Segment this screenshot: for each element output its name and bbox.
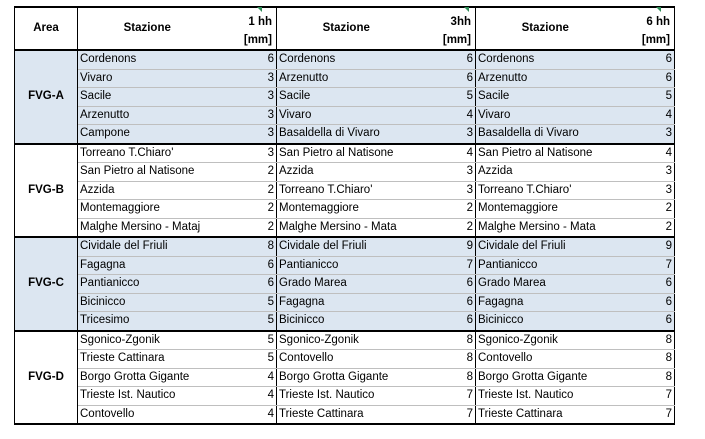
station-name-6h: Pantianicco <box>476 256 615 275</box>
station-name-1h: Sacile <box>78 88 217 107</box>
rainfall-value-6h: 9 <box>615 237 675 256</box>
table-row <box>15 200 675 219</box>
station-name-1h: Sgonico-Zgonik <box>78 331 217 350</box>
rainfall-value-6h: 2 <box>615 200 675 219</box>
rainfall-value-6h: 6 <box>615 293 675 312</box>
station-name-1h: Trieste Cattinara <box>78 350 217 369</box>
rainfall-value-6h: 3 <box>615 181 675 200</box>
rainfall-value-3h: 7 <box>416 256 476 275</box>
station-name-6h: Sacile <box>476 88 615 107</box>
rainfall-value-1h: 6 <box>217 256 277 275</box>
station-name-6h: Trieste Ist. Nautico <box>476 387 615 406</box>
header-3h-unit: [mm] <box>442 33 471 46</box>
table-row <box>15 163 675 182</box>
rainfall-value-1h: 2 <box>217 181 277 200</box>
station-name-6h: Sgonico-Zgonik <box>476 331 615 350</box>
station-name-6h: Cordenons <box>476 50 615 69</box>
rainfall-value-1h: 5 <box>217 293 277 312</box>
rainfall-value-6h: 8 <box>615 350 675 369</box>
rainfall-table <box>14 6 675 425</box>
table-row <box>15 405 675 424</box>
rainfall-value-1h: 3 <box>217 88 277 107</box>
station-name-1h: Cordenons <box>78 50 217 69</box>
header-6h <box>615 7 675 50</box>
table-row <box>15 237 675 256</box>
station-name-1h: Malghe Mersino - Mataj <box>78 218 217 237</box>
header-area: Area <box>15 7 78 50</box>
station-name-3h: Fagagna <box>277 293 416 312</box>
station-name-1h: Contovello <box>78 405 217 424</box>
station-name-6h: Contovello <box>476 350 615 369</box>
rainfall-value-3h: 3 <box>416 181 476 200</box>
station-name-6h: Basaldella di Vivaro <box>476 125 615 144</box>
station-name-6h: Grado Marea <box>476 275 615 294</box>
station-name-3h: San Pietro al Natisone <box>277 144 416 163</box>
rainfall-value-3h: 6 <box>416 69 476 88</box>
header-6h-unit: [mm] <box>641 33 670 46</box>
area-cell: FVG-B <box>15 144 78 238</box>
rainfall-value-3h: 7 <box>416 405 476 424</box>
station-name-3h: Malghe Mersino - Mata <box>277 218 416 237</box>
station-name-3h: Pantianicco <box>277 256 416 275</box>
station-name-3h: Montemaggiore <box>277 200 416 219</box>
rainfall-value-3h: 8 <box>416 368 476 387</box>
station-name-6h: Borgo Grotta Gigante <box>476 368 615 387</box>
rainfall-value-3h: 3 <box>416 163 476 182</box>
rainfall-value-3h: 6 <box>416 50 476 69</box>
station-name-3h: Contovello <box>277 350 416 369</box>
rainfall-value-1h: 5 <box>217 331 277 350</box>
station-name-3h: Vivaro <box>277 106 416 125</box>
table-row <box>15 293 675 312</box>
rainfall-value-6h: 3 <box>615 125 675 144</box>
header-1h <box>217 7 277 50</box>
station-name-1h: Azzida <box>78 181 217 200</box>
rainfall-value-1h: 3 <box>217 69 277 88</box>
station-name-6h: Arzenutto <box>476 69 615 88</box>
rainfall-value-6h: 2 <box>615 218 675 237</box>
rainfall-value-1h: 4 <box>217 368 277 387</box>
station-name-1h: Borgo Grotta Gigante <box>78 368 217 387</box>
header-station-6h: Stazione <box>476 7 615 50</box>
rainfall-value-1h: 4 <box>217 405 277 424</box>
station-name-3h: Trieste Cattinara <box>277 405 416 424</box>
rainfall-value-6h: 7 <box>615 387 675 406</box>
station-name-6h: Torreano T.Chiaro' <box>476 181 615 200</box>
comment-marker <box>656 7 661 12</box>
table-row <box>15 350 675 369</box>
rainfall-value-6h: 4 <box>615 106 675 125</box>
table-row <box>15 106 675 125</box>
area-cell: FVG-D <box>15 331 78 425</box>
station-name-3h: Bicinicco <box>277 312 416 331</box>
header-3h-label: 3hh <box>450 16 471 28</box>
area-cell: FVG-A <box>15 50 78 144</box>
header-station-3h: Stazione <box>277 7 416 50</box>
header-1h-unit: [mm] <box>243 33 272 46</box>
station-name-1h: Cividale del Friuli <box>78 237 217 256</box>
header-row <box>15 7 675 50</box>
station-name-3h: Sacile <box>277 88 416 107</box>
rainfall-value-6h: 7 <box>615 256 675 275</box>
table-row <box>15 387 675 406</box>
comment-marker <box>257 7 262 12</box>
table-row <box>15 368 675 387</box>
table-row <box>15 144 675 163</box>
rainfall-value-1h: 3 <box>217 106 277 125</box>
header-3h <box>416 7 476 50</box>
comment-marker <box>464 7 469 12</box>
rainfall-value-1h: 8 <box>217 237 277 256</box>
table-row <box>15 256 675 275</box>
table-row <box>15 312 675 331</box>
rainfall-value-6h: 8 <box>615 331 675 350</box>
rainfall-value-1h: 5 <box>217 350 277 369</box>
table-row <box>15 125 675 144</box>
rainfall-value-6h: 6 <box>615 50 675 69</box>
table-row <box>15 88 675 107</box>
station-name-6h: San Pietro al Natisone <box>476 144 615 163</box>
rainfall-value-1h: 2 <box>217 200 277 219</box>
station-name-6h: Azzida <box>476 163 615 182</box>
rainfall-value-3h: 8 <box>416 331 476 350</box>
station-name-1h: Torreano T.Chiaro' <box>78 144 217 163</box>
rainfall-value-6h: 6 <box>615 69 675 88</box>
station-name-1h: Fagagna <box>78 256 217 275</box>
station-name-3h: Cividale del Friuli <box>277 237 416 256</box>
rainfall-value-1h: 3 <box>217 144 277 163</box>
table-row <box>15 331 675 350</box>
rainfall-value-3h: 3 <box>416 125 476 144</box>
rainfall-value-3h: 7 <box>416 387 476 406</box>
rainfall-value-3h: 9 <box>416 237 476 256</box>
station-name-3h: Azzida <box>277 163 416 182</box>
station-name-6h: Trieste Cattinara <box>476 405 615 424</box>
header-station-1h: Stazione <box>78 7 217 50</box>
station-name-1h: San Pietro al Natisone <box>78 163 217 182</box>
rainfall-value-3h: 8 <box>416 350 476 369</box>
station-name-1h: Vivaro <box>78 69 217 88</box>
rainfall-value-3h: 2 <box>416 200 476 219</box>
table-row <box>15 50 675 69</box>
rainfall-value-6h: 6 <box>615 312 675 331</box>
table-row <box>15 181 675 200</box>
rainfall-value-6h: 7 <box>615 405 675 424</box>
rainfall-value-1h: 2 <box>217 218 277 237</box>
table-row <box>15 69 675 88</box>
rainfall-value-1h: 6 <box>217 275 277 294</box>
rainfall-value-3h: 6 <box>416 293 476 312</box>
rainfall-value-3h: 5 <box>416 88 476 107</box>
station-name-3h: Sgonico-Zgonik <box>277 331 416 350</box>
station-name-3h: Trieste Ist. Nautico <box>277 387 416 406</box>
header-1h-label: 1 hh <box>248 16 272 28</box>
rainfall-value-1h: 2 <box>217 163 277 182</box>
station-name-1h: Campone <box>78 125 217 144</box>
station-name-1h: Arzenutto <box>78 106 217 125</box>
station-name-1h: Montemaggiore <box>78 200 217 219</box>
rainfall-value-1h: 4 <box>217 387 277 406</box>
rainfall-value-1h: 3 <box>217 125 277 144</box>
station-name-3h: Arzenutto <box>277 69 416 88</box>
station-name-6h: Montemaggiore <box>476 200 615 219</box>
station-name-1h: Trieste Ist. Nautico <box>78 387 217 406</box>
station-name-3h: Borgo Grotta Gigante <box>277 368 416 387</box>
station-name-3h: Torreano T.Chiaro' <box>277 181 416 200</box>
station-name-1h: Tricesimo <box>78 312 217 331</box>
header-6h-label: 6 hh <box>646 16 670 28</box>
station-name-3h: Grado Marea <box>277 275 416 294</box>
station-name-6h: Fagagna <box>476 293 615 312</box>
table-body <box>15 50 675 424</box>
station-name-6h: Cividale del Friuli <box>476 237 615 256</box>
rainfall-value-6h: 5 <box>615 88 675 107</box>
area-cell: FVG-C <box>15 237 78 331</box>
rainfall-value-3h: 6 <box>416 312 476 331</box>
rainfall-value-3h: 2 <box>416 218 476 237</box>
station-name-6h: Malghe Mersino - Mata <box>476 218 615 237</box>
station-name-1h: Pantianicco <box>78 275 217 294</box>
rainfall-value-6h: 4 <box>615 144 675 163</box>
rainfall-value-3h: 6 <box>416 275 476 294</box>
station-name-6h: Vivaro <box>476 106 615 125</box>
rainfall-value-3h: 4 <box>416 106 476 125</box>
rainfall-value-6h: 6 <box>615 275 675 294</box>
rainfall-value-1h: 6 <box>217 50 277 69</box>
table-row <box>15 275 675 294</box>
station-name-1h: Bicinicco <box>78 293 217 312</box>
rainfall-value-3h: 4 <box>416 144 476 163</box>
station-name-6h: Bicinicco <box>476 312 615 331</box>
table-row <box>15 218 675 237</box>
rainfall-value-1h: 5 <box>217 312 277 331</box>
rainfall-value-6h: 8 <box>615 368 675 387</box>
station-name-3h: Basaldella di Vivaro <box>277 125 416 144</box>
rainfall-value-6h: 3 <box>615 163 675 182</box>
station-name-3h: Cordenons <box>277 50 416 69</box>
